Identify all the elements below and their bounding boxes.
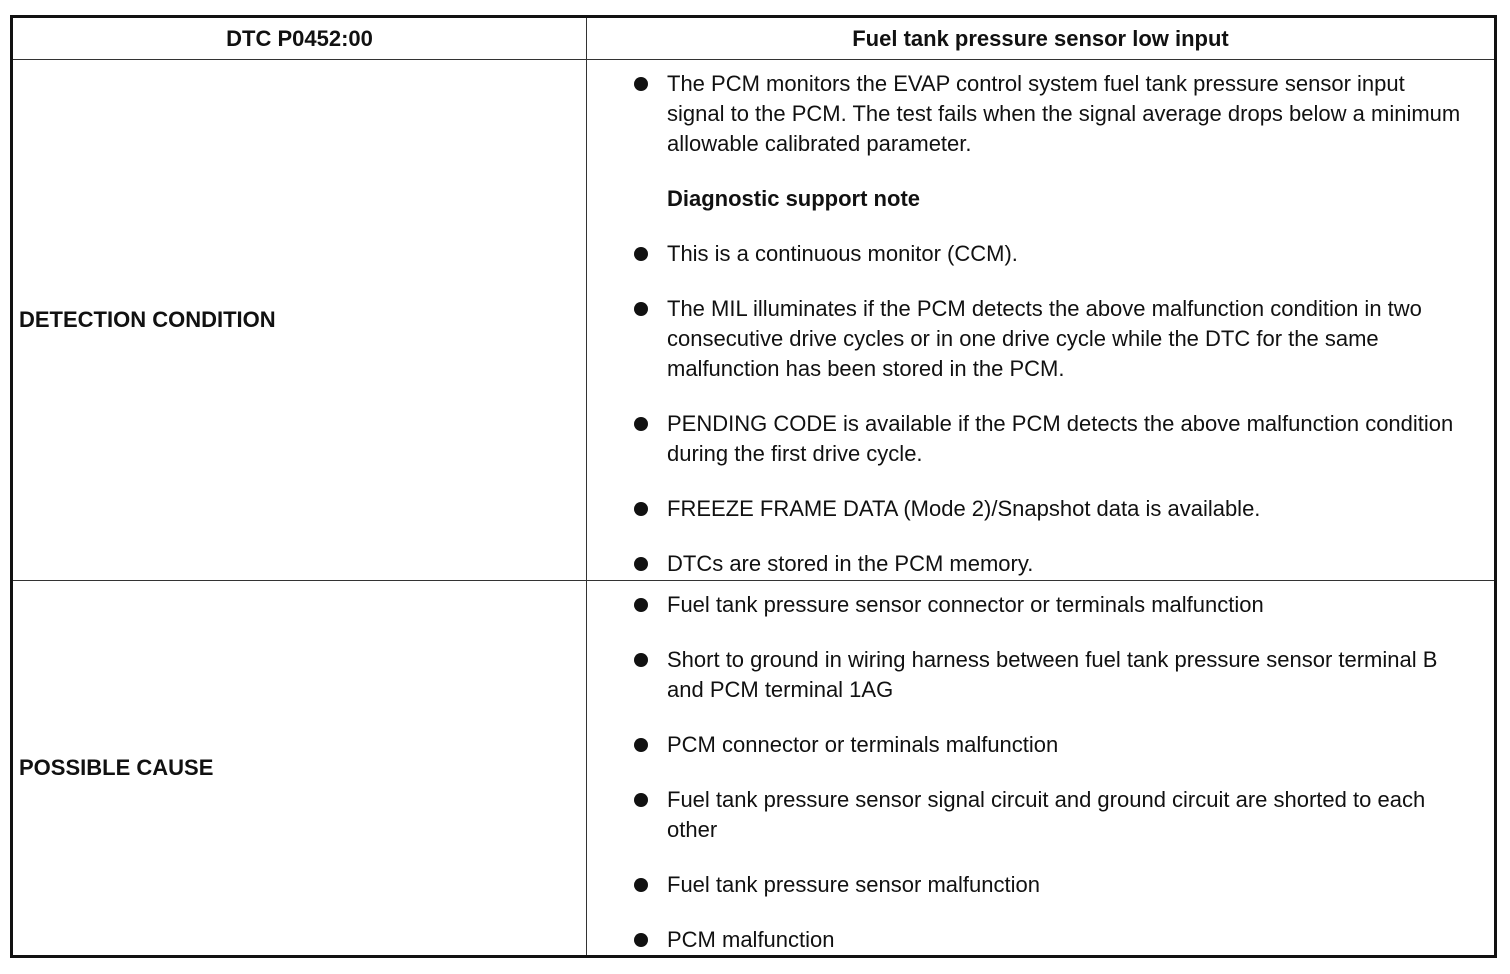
list-item (634, 409, 1468, 469)
detection-intro-text: The PCM monitors the EVAP control system fuel tank pressure sensor input signal to the PCM. The test fails when the signal average drops below a minimum allowable calibrated parameter. (667, 71, 1461, 156)
possible-cause-content (587, 581, 1494, 955)
possible-cause-text: Fuel tank pressure sensor signal circuit and ground circuit are shorted to each other (667, 787, 1426, 842)
list-item (634, 645, 1468, 705)
list-item (634, 730, 1468, 760)
table-header-row (13, 18, 1494, 60)
diagnostic-support-note-heading: Diagnostic support note (667, 186, 920, 211)
list-item (634, 239, 1468, 269)
list-item (634, 925, 1468, 955)
dtc-code-header: DTC P0452:00 (226, 25, 373, 51)
list-item (634, 69, 1468, 159)
bullet-icon (634, 417, 648, 431)
detection-note-text: This is a continuous monitor (CCM). (667, 241, 1018, 266)
detection-note-text: The MIL illuminates if the PCM detects the above malfunction condition in two consecutive drive cycles or in one drive cycle while the DTC for the same malfunction has been stored in the PCM. (667, 296, 1422, 381)
possible-cause-text: Fuel tank pressure sensor malfunction (667, 872, 1040, 897)
list-item (634, 870, 1468, 900)
detection-note-text: FREEZE FRAME DATA (Mode 2)/Snapshot data is available. (667, 496, 1261, 521)
bullet-icon (634, 793, 648, 807)
list-item (634, 785, 1468, 845)
bullet-icon (634, 302, 648, 316)
list-item (634, 294, 1468, 384)
list-item (634, 494, 1468, 524)
bullet-icon (634, 878, 648, 892)
bullet-icon (634, 247, 648, 261)
detection-note-text: DTCs are stored in the PCM memory. (667, 551, 1034, 576)
bullet-icon (634, 738, 648, 752)
possible-cause-text: PCM malfunction (667, 927, 835, 952)
list-item (634, 549, 1468, 579)
possible-cause-label: POSSIBLE CAUSE (19, 755, 214, 780)
dtc-title-header: Fuel tank pressure sensor low input (852, 25, 1229, 51)
possible-cause-text: Short to ground in wiring harness between fuel tank pressure sensor terminal B and PCM terminal 1AG (667, 647, 1438, 702)
bullet-icon (634, 598, 648, 612)
bullet-icon (634, 653, 648, 667)
possible-cause-text: Fuel tank pressure sensor connector or terminals malfunction (667, 592, 1264, 617)
possible-cause-row (13, 581, 1494, 955)
detection-note-text: PENDING CODE is available if the PCM detects the above malfunction condition during the first drive cycle. (667, 411, 1454, 466)
bullet-icon (634, 933, 648, 947)
detection-condition-row (13, 60, 1494, 581)
detection-condition-label: DETECTION CONDITION (19, 307, 276, 332)
detection-condition-content (587, 60, 1494, 580)
possible-cause-text: PCM connector or terminals malfunction (667, 732, 1059, 757)
bullet-icon (634, 557, 648, 571)
dtc-table (10, 15, 1497, 958)
list-item (634, 590, 1468, 620)
bullet-icon (634, 77, 648, 91)
bullet-icon (634, 502, 648, 516)
